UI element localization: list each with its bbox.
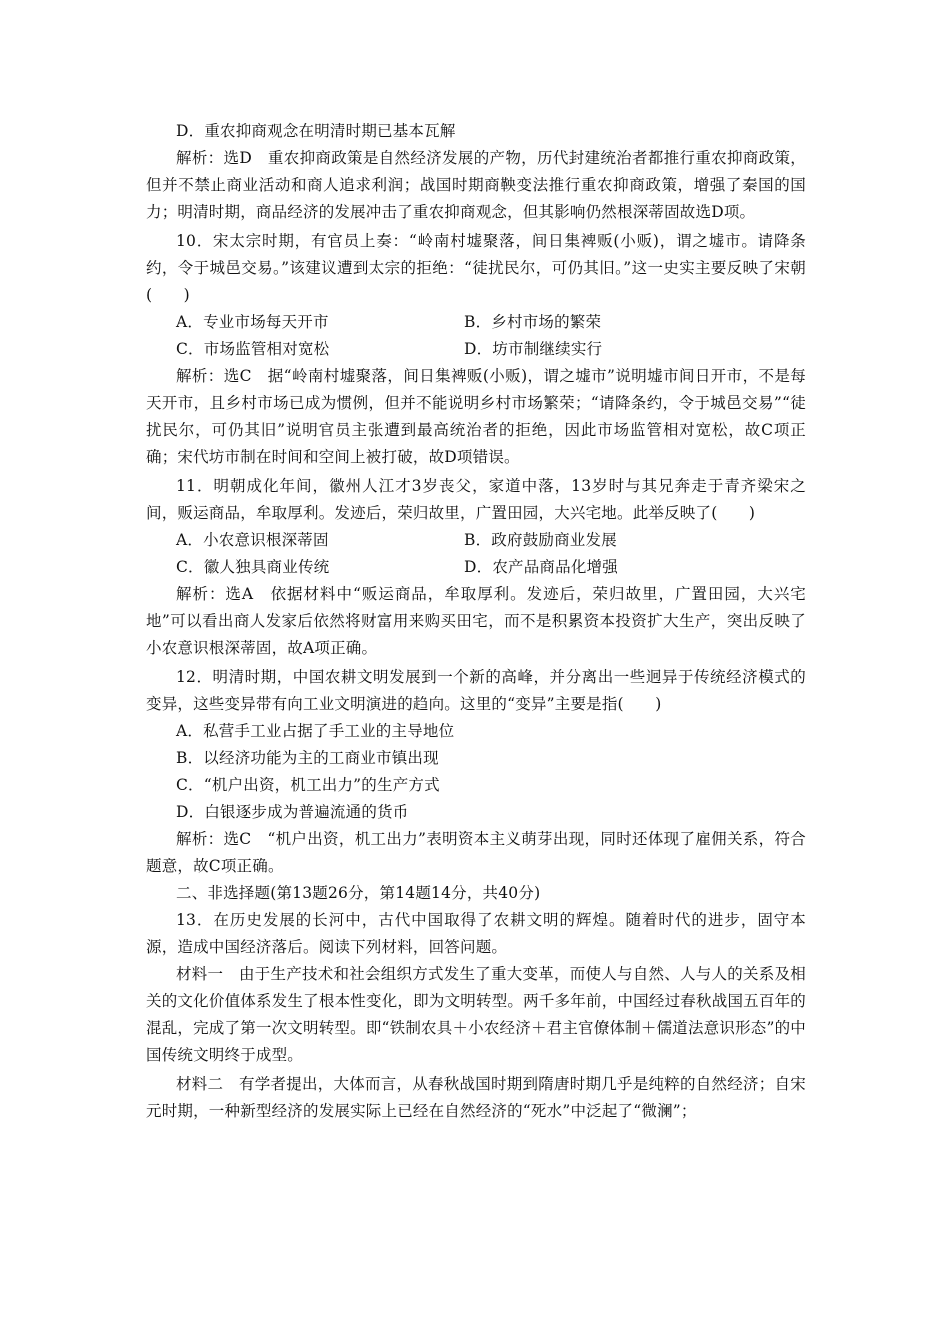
q12-stem: 12．明清时期，中国农耕文明发展到一个新的高峰，并分离出一些迥异于传统经济模式的变异，这些变异带有向工业文明演进的趋向。这里的“变异”主要是指( ) <box>146 668 806 713</box>
q12-option-d: D．白银逐步成为普遍流通的货币 <box>176 803 409 821</box>
q11-option-c: C．徽人独具商业传统 <box>176 558 330 576</box>
q11-option-d: D．农产品商品化增强 <box>464 558 618 576</box>
q10-option-d: D．坊市制继续实行 <box>464 340 603 358</box>
q12-option-b: B．以经济功能为主的工商业市镇出现 <box>176 749 439 767</box>
q11-stem: 11．明朝成化年间，徽州人江才3岁丧父，家道中落，13岁时与其兄奔走于青齐梁宋之间，贩运商品，牟取厚利。发迹后，荣归故里，广置田园，大兴宅地。此举反映了( ) <box>146 477 806 522</box>
q11-analysis: 解析：选A 依据材料中“贩运商品，牟取厚利。发迹后，荣归故里，广置田园，大兴宅地”可以看出商人发家后依然将财富用来购买田宅，而不是积累资本投资扩大生产，突出反映了小农意识根深蒂固，故A项正确。 <box>146 585 806 657</box>
q11-option-a: A．小农意识根深蒂固 <box>176 531 329 549</box>
q10-options-row-1 <box>146 309 806 336</box>
q12-option-c: C．“机户出资，机工出力”的生产方式 <box>176 776 440 794</box>
q13-material-1: 材料一 由于生产技术和社会组织方式发生了重大变革，而使人与自然、人与人的关系及相关的文化价值体系发生了根本性变化，即为文明转型。两千多年前，中国经过春秋战国五百年的混乱，完成了第一次文明转型。即“铁制农具＋小农经济＋君主官僚体制＋儒道法意识形态”的中国传统文明终于成型。 <box>146 965 806 1064</box>
q10-option-b: B．乡村市场的繁荣 <box>464 313 602 331</box>
q9-option-d: D．重农抑商观念在明清时期已基本瓦解 <box>176 122 456 140</box>
q9-analysis: 解析：选D 重农抑商政策是自然经济发展的产物，历代封建统治者都推行重农抑商政策，但并不禁止商业活动和商人追求利润；战国时期商鞅变法推行重农抑商政策，增强了秦国的国力；明清时期，商品经济的发展冲击了重农抑商观念，但其影响仍然根深蒂固故选D项。 <box>146 149 806 221</box>
q11-options-row-1 <box>146 527 806 554</box>
q10-option-c: C．市场监管相对宽松 <box>176 340 330 358</box>
document-body <box>146 118 806 1125</box>
q12-analysis: 解析：选C “机户出资，机工出力”表明资本主义萌芽出现，同时还体现了雇佣关系，符合题意，故C项正确。 <box>146 830 806 875</box>
q10-option-a: A．专业市场每天开市 <box>176 313 329 331</box>
q13-stem: 13．在历史发展的长河中，古代中国取得了农耕文明的辉煌。随着时代的进步，固守本源，造成中国经济落后。阅读下列材料，回答问题。 <box>146 911 806 956</box>
q13-material-2: 材料二 有学者提出，大体而言，从春秋战国时期到隋唐时期几乎是纯粹的自然经济；自宋元时期，一种新型经济的发展实际上已经在自然经济的“死水”中泛起了“微澜”； <box>146 1075 806 1120</box>
q10-analysis: 解析：选C 据“岭南村墟聚落，间日集裨贩(小贩)，谓之墟市”说明墟市间日开市，不是每天开市，且乡村市场已成为惯例，但并不能说明乡村市场繁荣；“请降条约，令于城邑交易”“徒扰民尔，可仍其旧”说明官员主张遭到最高统治者的拒绝，因此市场监管相对宽松，故C项正确；宋代坊市制在时间和空间上被打破，故D项错误。 <box>146 367 806 466</box>
q10-options-row-2 <box>146 336 806 363</box>
q11-options-row-2 <box>146 554 806 581</box>
q11-option-b: B．政府鼓励商业发展 <box>464 531 617 549</box>
section-heading: 二、非选择题(第13题26分，第14题14分，共40分) <box>176 884 541 902</box>
q12-option-a: A．私营手工业占据了手工业的主导地位 <box>176 722 455 740</box>
q10-stem: 10．宋太宗时期，有官员上奏：“岭南村墟聚落，间日集裨贩(小贩)，谓之墟市。请降条约，令于城邑交易。”该建议遭到太宗的拒绝：“徒扰民尔，可仍其旧。”这一史实主要反映了宋朝( ) <box>146 232 806 304</box>
